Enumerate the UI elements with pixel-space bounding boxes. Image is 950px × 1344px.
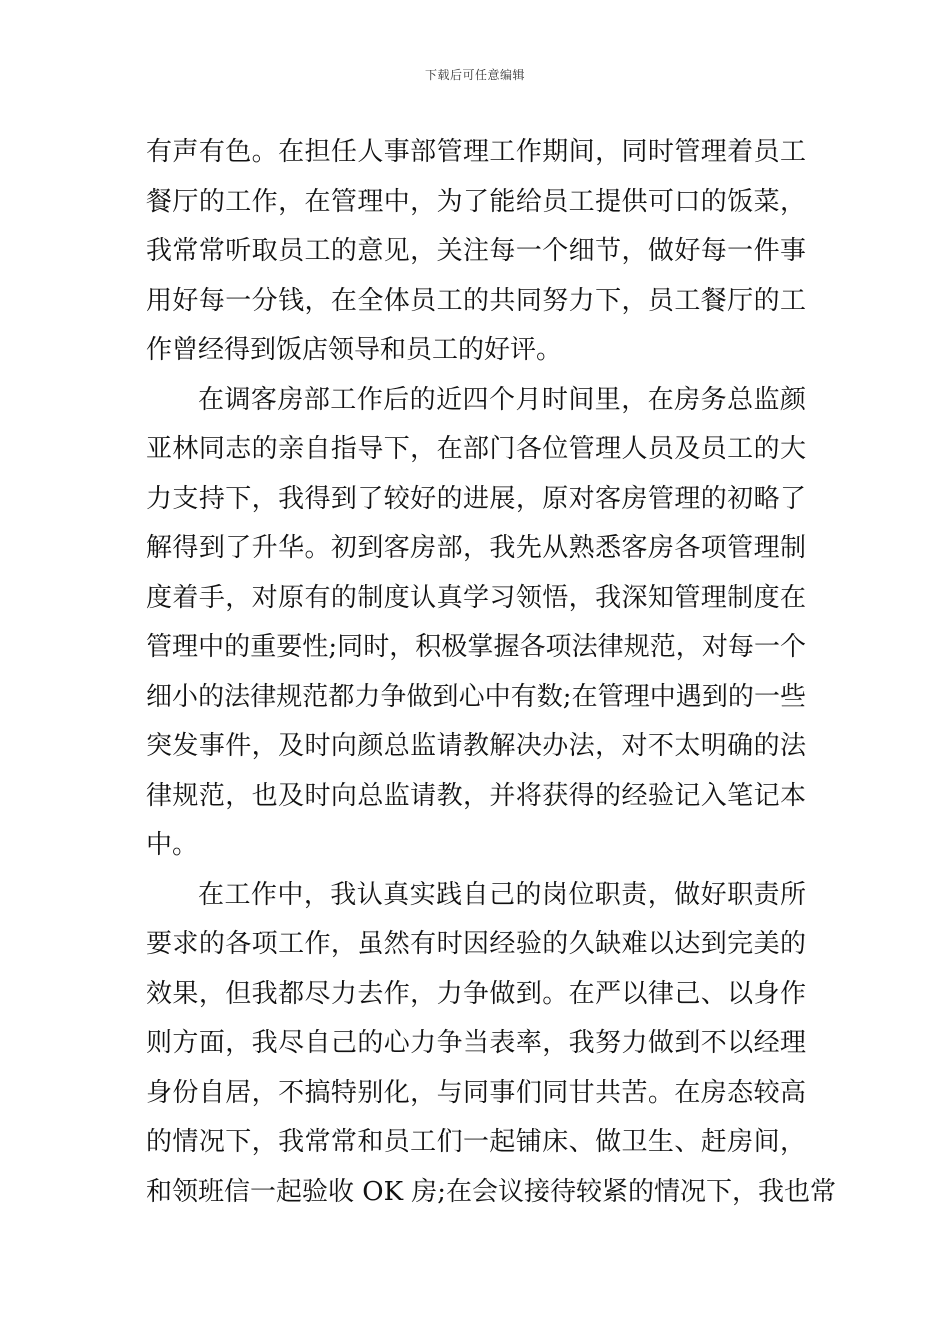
text-line: 律规范，也及时向总监请教，并将获得的经验记入笔记本 bbox=[146, 780, 806, 811]
text-line: 在调客房部工作后的近四个月时间里，在房务总监颜 bbox=[198, 384, 806, 415]
text-line: 管理中的重要性;同时，积极掌握各项法律规范，对每一个 bbox=[146, 632, 806, 662]
paragraph-3 bbox=[146, 871, 837, 1218]
text-line: 力支持下，我得到了较好的进展，原对客房管理的初略了 bbox=[146, 483, 806, 514]
text-line: 餐厅的工作，在管理中，为了能给员工提供可口的饭菜， bbox=[146, 186, 806, 217]
text-line: 效果，但我都尽力去作，力争做到。在严以律己、以身作 bbox=[146, 978, 806, 1009]
text-line: 细小的法律规范都力争做到心中有数;在管理中遇到的一些 bbox=[146, 681, 806, 712]
text-line: 则方面，我尽自己的心力争当表率，我努力做到不以经理 bbox=[146, 1028, 806, 1058]
text-line: 用好每一分钱，在全体员工的共同努力下，员工餐厅的工 bbox=[146, 285, 806, 316]
page-header-note: 下载后可任意编辑 bbox=[424, 68, 525, 82]
text-line: 有声有色。在担任人事部管理工作期间，同时管理着员工 bbox=[146, 137, 806, 167]
text-line: 身份自居，不搞特别化，与同事们同甘共苦。在房态较高 bbox=[146, 1077, 806, 1108]
text-line: 要求的各项工作，虽然有时因经验的久缺难以达到完美的 bbox=[146, 929, 806, 959]
text-line: 亚林同志的亲自指导下，在部门各位管理人员及员工的大 bbox=[146, 434, 806, 464]
paragraph-1 bbox=[146, 128, 806, 376]
text-line: 在工作中，我认真实践自己的岗位职责，做好职责所 bbox=[198, 879, 806, 910]
body-text bbox=[146, 128, 837, 1217]
text-line: 度着手，对原有的制度认真学习领悟，我深知管理制度在 bbox=[146, 582, 806, 613]
text-line: 和领班信一起验收 OK 房;在会议接待较紧的情况下，我也常 bbox=[146, 1176, 837, 1207]
text-line: 我常常听取员工的意见，关注每一个细节，做好每一件事 bbox=[146, 236, 806, 266]
paragraph-2 bbox=[146, 376, 806, 871]
text-line: 解得到了升华。初到客房部，我先从熟悉客房各项管理制 bbox=[146, 533, 806, 563]
text-line: 突发事件，及时向颜总监请教解决办法，对不太明确的法 bbox=[146, 731, 806, 761]
text-line: 中。 bbox=[146, 830, 199, 860]
text-line: 作曾经得到饭店领导和员工的好评。 bbox=[146, 335, 563, 365]
text-line: 的情况下，我常常和员工们一起铺床、做卫生、赶房间， bbox=[146, 1127, 806, 1157]
